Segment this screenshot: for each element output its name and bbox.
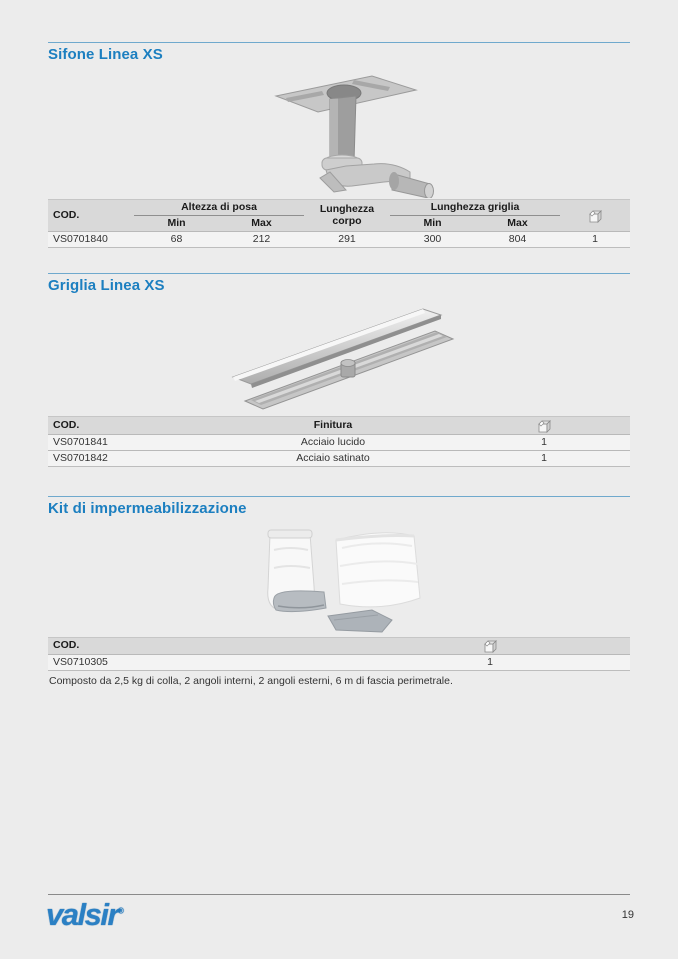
- cell-qty: 1: [560, 232, 630, 248]
- table-row: [48, 232, 630, 248]
- col-header-cod: COD.: [48, 200, 134, 232]
- col-header-max: Max: [219, 216, 304, 232]
- product-photo-griglia: [48, 298, 630, 416]
- catalog-page-content: [48, 0, 630, 693]
- cell-cod: VS0701840: [48, 232, 134, 248]
- package-icon: [587, 208, 603, 224]
- section-title-griglia: Griglia Linea XS: [48, 277, 165, 294]
- section-title-sifone: Sifone Linea XS: [48, 46, 163, 63]
- cell-finitura: Acciaio satinato: [208, 451, 458, 467]
- cell-cod: VS0701842: [48, 451, 208, 467]
- page-number: 19: [621, 909, 634, 921]
- col-header-package: [350, 638, 630, 655]
- table-row: [48, 451, 630, 467]
- footer-divider: [48, 894, 630, 895]
- registered-mark: ®: [118, 906, 124, 916]
- product-photo-kit: [48, 519, 630, 635]
- grille-illustration: [219, 301, 459, 413]
- col-header-cod: COD.: [48, 417, 208, 435]
- cell-max: 804: [475, 232, 560, 248]
- col-header-min: Min: [390, 216, 475, 232]
- cell-cod: VS0710305: [48, 655, 350, 671]
- table-row: [48, 435, 630, 451]
- cell-qty: 1: [458, 435, 630, 451]
- col-header-finitura: Finitura: [208, 417, 458, 435]
- sifone-table: [48, 199, 630, 248]
- cell-finitura: Acciaio lucido: [208, 435, 458, 451]
- col-header-lunghezza-corpo: Lunghezza corpo: [304, 200, 390, 232]
- section-divider: [48, 273, 630, 274]
- kit-table: [48, 637, 630, 671]
- cell-qty: 1: [350, 655, 630, 671]
- col-header-cod: COD.: [48, 638, 350, 655]
- kit-composition-note: Composto da 2,5 kg di colla, 2 angoli interni, 2 angoli esterni, 6 m di fascia perimetrale.: [49, 675, 453, 687]
- section-divider: [48, 42, 630, 43]
- valsir-logo: [46, 897, 124, 933]
- cell-max: 212: [219, 232, 304, 248]
- col-header-min: Min: [134, 216, 219, 232]
- cell-lunghezza-corpo: 291: [304, 232, 390, 248]
- section-divider: [48, 496, 630, 497]
- col-header-package: [560, 200, 630, 232]
- package-icon: [482, 638, 498, 654]
- col-group-altezza-di-posa: Altezza di posa: [134, 200, 304, 216]
- cell-min: 300: [390, 232, 475, 248]
- cell-cod: VS0701841: [48, 435, 208, 451]
- siphon-illustration: [234, 66, 444, 198]
- griglia-table: [48, 416, 630, 467]
- waterproofing-kit-illustration: [232, 520, 447, 634]
- col-header-package: [458, 417, 630, 435]
- product-photo-sifone: [48, 65, 630, 199]
- brand-name: valsir: [46, 897, 119, 932]
- cell-min: 68: [134, 232, 219, 248]
- col-group-lunghezza-griglia: Lunghezza griglia: [390, 200, 560, 216]
- table-row: [48, 655, 630, 671]
- section-title-kit: Kit di impermeabilizzazione: [48, 500, 247, 517]
- cell-qty: 1: [458, 451, 630, 467]
- package-icon: [536, 418, 552, 434]
- col-header-max: Max: [475, 216, 560, 232]
